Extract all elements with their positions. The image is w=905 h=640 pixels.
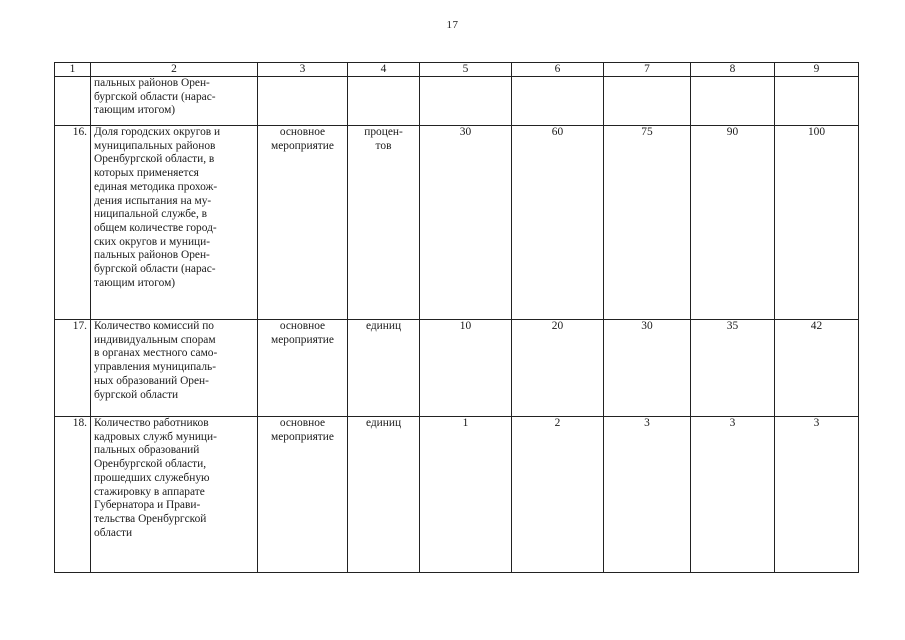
indicator-type [258, 77, 348, 126]
indicator-value: 100 [775, 126, 859, 320]
indicator-type: основное мероприятие [258, 417, 348, 573]
indicator-unit: единиц [348, 417, 420, 573]
row-number: 17. [55, 320, 91, 417]
page-number: 17 [446, 19, 459, 31]
indicator-value: 10 [420, 320, 512, 417]
header-cell: 5 [420, 63, 512, 77]
row-number [55, 77, 91, 126]
indicator-value: 2 [512, 417, 604, 573]
table-row [55, 320, 859, 417]
header-cell: 2 [91, 63, 258, 77]
indicator-unit: единиц [348, 320, 420, 417]
indicator-value: 90 [691, 126, 775, 320]
header-cell: 9 [775, 63, 859, 77]
indicator-type: основное мероприятие [258, 126, 348, 320]
indicator-value [775, 77, 859, 126]
table-row [55, 417, 859, 573]
indicator-value: 1 [420, 417, 512, 573]
indicator-value [691, 77, 775, 126]
indicator-value: 30 [604, 320, 691, 417]
row-number: 16. [55, 126, 91, 320]
indicators-table [54, 62, 859, 573]
header-cell: 6 [512, 63, 604, 77]
table-row [55, 126, 859, 320]
table-row [55, 77, 859, 126]
indicator-value: 3 [604, 417, 691, 573]
indicator-value: 3 [691, 417, 775, 573]
indicator-value [420, 77, 512, 126]
indicator-name: пальных районов Орен- бургской области (нарас- тающим итогом) [91, 77, 258, 126]
indicator-unit: процен- тов [348, 126, 420, 320]
row-number: 18. [55, 417, 91, 573]
indicator-value: 20 [512, 320, 604, 417]
indicator-value: 60 [512, 126, 604, 320]
header-cell: 1 [55, 63, 91, 77]
indicator-value: 75 [604, 126, 691, 320]
indicator-name: Количество комиссий по индивидуальным спорам в органах местного само- управления муниципаль- ных образований Орен- бургской области [91, 320, 258, 417]
indicator-value: 35 [691, 320, 775, 417]
header-cell: 3 [258, 63, 348, 77]
indicator-value [604, 77, 691, 126]
indicator-value: 3 [775, 417, 859, 573]
header-cell: 4 [348, 63, 420, 77]
header-cell: 7 [604, 63, 691, 77]
table-header-row [55, 63, 859, 77]
indicator-name: Количество работников кадровых служб муници- пальных образований Оренбургской области, прошедших служебную стажировку в аппарате Губернатора и Прави- тельства Оренбургской области [91, 417, 258, 573]
indicator-value [512, 77, 604, 126]
indicator-type: основное мероприятие [258, 320, 348, 417]
indicator-unit [348, 77, 420, 126]
indicator-value: 42 [775, 320, 859, 417]
indicator-name: Доля городских округов и муниципальных районов Оренбургской области, в которых применяется единая методика прохож- дения испытания на му- ниципальной службе, в общем количестве город- ских округов и муници- пальных районов Орен- бургской области (нарас- тающим итогом) [91, 126, 258, 320]
header-cell: 8 [691, 63, 775, 77]
indicator-value: 30 [420, 126, 512, 320]
